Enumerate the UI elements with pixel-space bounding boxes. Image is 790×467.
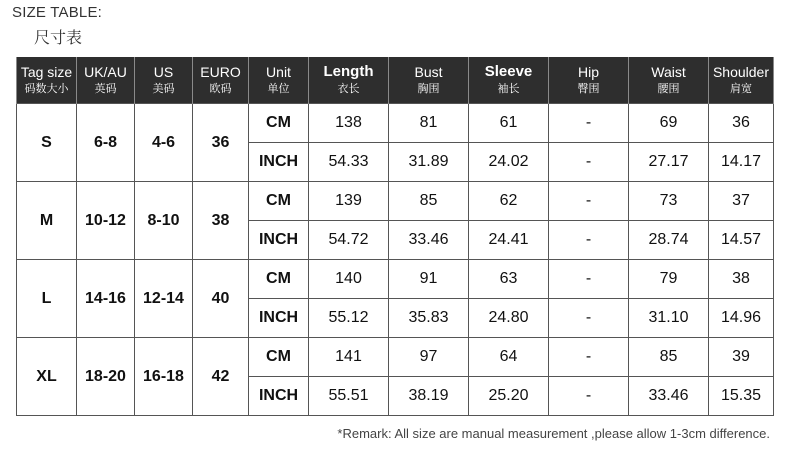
hip-cell: - xyxy=(549,143,629,182)
sleeve-cell: 61 xyxy=(469,104,549,143)
sleeve-cell: 25.20 xyxy=(469,377,549,416)
shoulder-cell: 15.35 xyxy=(709,377,774,416)
euro-cell: 38 xyxy=(193,182,249,260)
header-euro: EURO 欧码 xyxy=(193,57,249,104)
length-cell: 139 xyxy=(309,182,389,221)
unit-cell: CM xyxy=(249,182,309,221)
unit-cell: INCH xyxy=(249,299,309,338)
unit-cell: CM xyxy=(249,260,309,299)
euro-cell: 42 xyxy=(193,338,249,416)
us-cell: 12-14 xyxy=(135,260,193,338)
table-row xyxy=(17,182,774,221)
unit-cell: INCH xyxy=(249,143,309,182)
shoulder-cell: 39 xyxy=(709,338,774,377)
length-cell: 141 xyxy=(309,338,389,377)
length-cell: 54.72 xyxy=(309,221,389,260)
unit-cell: CM xyxy=(249,338,309,377)
header-hip: Hip 臀围 xyxy=(549,57,629,104)
sleeve-cell: 64 xyxy=(469,338,549,377)
sleeve-cell: 24.02 xyxy=(469,143,549,182)
shoulder-cell: 36 xyxy=(709,104,774,143)
length-cell: 54.33 xyxy=(309,143,389,182)
table-row xyxy=(17,104,774,143)
header-bust: Bust 胸围 xyxy=(389,57,469,104)
header-tag-size: Tag size 码数大小 xyxy=(17,57,77,104)
length-cell: 138 xyxy=(309,104,389,143)
tag-size-cell: L xyxy=(17,260,77,338)
shoulder-cell: 37 xyxy=(709,182,774,221)
waist-cell: 79 xyxy=(629,260,709,299)
bust-cell: 35.83 xyxy=(389,299,469,338)
uk-au-cell: 14-16 xyxy=(77,260,135,338)
size-table-title: SIZE TABLE: xyxy=(12,4,103,21)
euro-cell: 36 xyxy=(193,104,249,182)
unit-cell: INCH xyxy=(249,377,309,416)
header-shoulder: Shoulder 肩宽 xyxy=(709,57,774,104)
table-row xyxy=(17,338,774,377)
hip-cell: - xyxy=(549,104,629,143)
remark-note: *Remark: All size are manual measurement ,please allow 1-3cm difference. xyxy=(337,426,770,441)
waist-cell: 69 xyxy=(629,104,709,143)
header-row xyxy=(17,57,774,104)
shoulder-cell: 14.96 xyxy=(709,299,774,338)
bust-cell: 91 xyxy=(389,260,469,299)
waist-cell: 33.46 xyxy=(629,377,709,416)
us-cell: 16-18 xyxy=(135,338,193,416)
bust-cell: 33.46 xyxy=(389,221,469,260)
bust-cell: 31.89 xyxy=(389,143,469,182)
waist-cell: 85 xyxy=(629,338,709,377)
tag-size-cell: XL xyxy=(17,338,77,416)
length-cell: 55.51 xyxy=(309,377,389,416)
shoulder-cell: 14.17 xyxy=(709,143,774,182)
waist-cell: 31.10 xyxy=(629,299,709,338)
sleeve-cell: 24.80 xyxy=(469,299,549,338)
uk-au-cell: 10-12 xyxy=(77,182,135,260)
shoulder-cell: 38 xyxy=(709,260,774,299)
header-length: Length 衣长 xyxy=(309,57,389,104)
euro-cell: 40 xyxy=(193,260,249,338)
size-table xyxy=(16,57,774,416)
bust-cell: 38.19 xyxy=(389,377,469,416)
uk-au-cell: 6-8 xyxy=(77,104,135,182)
hip-cell: - xyxy=(549,377,629,416)
header-waist: Waist 腰围 xyxy=(629,57,709,104)
hip-cell: - xyxy=(549,221,629,260)
shoulder-cell: 14.57 xyxy=(709,221,774,260)
sleeve-cell: 62 xyxy=(469,182,549,221)
unit-cell: CM xyxy=(249,104,309,143)
uk-au-cell: 18-20 xyxy=(77,338,135,416)
us-cell: 4-6 xyxy=(135,104,193,182)
sleeve-cell: 24.41 xyxy=(469,221,549,260)
bust-cell: 81 xyxy=(389,104,469,143)
waist-cell: 28.74 xyxy=(629,221,709,260)
hip-cell: - xyxy=(549,260,629,299)
header-us: US 美码 xyxy=(135,57,193,104)
tag-size-cell: M xyxy=(17,182,77,260)
table-row xyxy=(17,260,774,299)
waist-cell: 73 xyxy=(629,182,709,221)
header-uk-au: UK/AU 英码 xyxy=(77,57,135,104)
us-cell: 8-10 xyxy=(135,182,193,260)
waist-cell: 27.17 xyxy=(629,143,709,182)
header-sleeve: Sleeve 袖长 xyxy=(469,57,549,104)
bust-cell: 85 xyxy=(389,182,469,221)
hip-cell: - xyxy=(549,299,629,338)
bust-cell: 97 xyxy=(389,338,469,377)
header-unit: Unit 单位 xyxy=(249,57,309,104)
hip-cell: - xyxy=(549,182,629,221)
length-cell: 55.12 xyxy=(309,299,389,338)
length-cell: 140 xyxy=(309,260,389,299)
size-table-title-cn: 尺寸表 xyxy=(34,28,83,47)
tag-size-cell: S xyxy=(17,104,77,182)
sleeve-cell: 63 xyxy=(469,260,549,299)
hip-cell: - xyxy=(549,338,629,377)
unit-cell: INCH xyxy=(249,221,309,260)
